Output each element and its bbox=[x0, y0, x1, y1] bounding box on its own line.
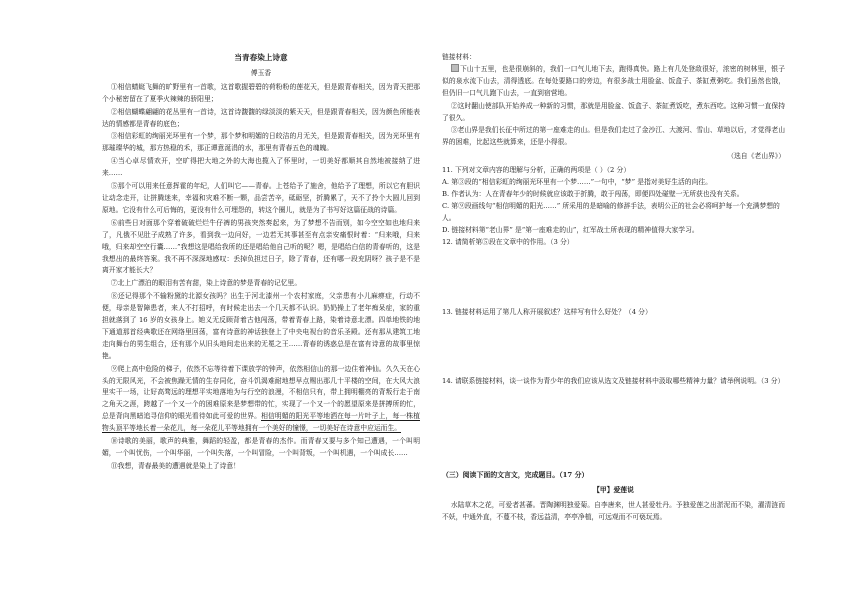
question-13: 13. 链接材料运用了第几人称开展叙述？这样写有什么好处？（4 分） bbox=[442, 307, 652, 316]
classical-text: 水陆草木之花，可爱者甚蕃。晋陶渊明独爱菊。自李唐来，世人甚爱牡丹。予独爱莲之出淤泥而不染，濯清涟而不妖，中通外直，不蔓不枝，香远益清，亭亭净植，可远观而不可亵玩焉。 bbox=[442, 501, 785, 522]
paragraph-5: ⑤那个可以用来任意挥霍的年纪，人们叫它——青春。上苍给予了施舍，他给予了理想，所以它有胆识让动念走开，让拼腾迷来，幸福和灾难不断一颗，品尝苦辛，砥砺坚，折腾累了，天不了拎个大圆儿回到原地。它没有什么可后悔的，更没有什么可埋怨的，转这个圈儿，就是为了书写好这篇征战的诗篇。 bbox=[102, 182, 420, 214]
link-paragraph-1-text: 下山十五里，也是很崩斜的，我们一口气儿地下去，跑得真快。路上有几处登敌很好，浓密的树林里，银子似的泉水流下山去，清得透底。在每处要路口的旁边，有很多战士用脸盆、饭盒子、茶缸煮粥吃。我们虽然也饿，但仍旧一口气儿跑下山去，一直到宿营地。 bbox=[442, 64, 785, 97]
paragraph-1: ①相信蜻蜓飞舞的旷野里有一首歌，这首歌握碧碧的荷粉粉的莲花天，但是跟青春相关，因为青天把那个小秘密留在了夏季火辣辣的骄阳里； bbox=[102, 82, 420, 103]
underlined-sentence: 相信明媚的阳光平等地洒在每一片叶子上，每一株植物头顶平等地长着一朵花儿，每一朵花儿平等地拥有一个美好的憧憬，一切美好在诗意中应运而生。 bbox=[102, 412, 421, 433]
passage-title: 当青春染上诗意 bbox=[234, 53, 288, 62]
question-14: 14. 请联系链接材料，谈一谈作为青少年的我们应该从选文及链接材料中汲取哪些精神力量？请举例说明。（3 分） bbox=[442, 377, 785, 386]
paragraph-10: ⑩诗歌的美丽，歌声的典雅，舞蹈的轻盈，都是青春的杰作。而青春又要与多个知己遭遇，一个叫明媚，一个叫忧伤，一个叫华丽，一个叫失落，一个叫冒险，一个叫背叛，一个叫机遇，一个叫成长…… bbox=[102, 437, 420, 457]
paragraph-6: ⑥前些日对面那个穿着破破烂烂牛仔裤的男孩突然奏起来，为了梦想不告而别，如今空空如也地归来了，凡俄不见肚子成熟了许多，看到我一边问好，一边若无其事甚至有点亲安痛恨时着：“归来哦，归来哦，归来却空空行囊……”我想这是唱给我所的还是唱给他自己听的呢？嗯，是唱给白信的青春听的，这是我想出的最终答案。我不再不深深地感叹：丢掉负担过日子，除了青春，还有哪一段充阴呀？孩子是不是离开家才能长大？ bbox=[102, 218, 420, 275]
section-heading: （三）阅读下面的文言文，完成题目。（17 分） bbox=[442, 471, 589, 480]
paragraph-4: ④当心卓尽情欢开，空旷得把大地之外的大海也揽入了怀里时，一切美好都顺其自然地被接纳了进来…… bbox=[102, 157, 420, 178]
paragraph-9-text: ⑨爬上高中危险的梯子，依然不忘等待着下课放学的钟声，依然相信山的那一边住着神仙。久久天在心头的无限风光，不会被焦躁无情的生存同化，奋斗饥渴难耐地想早点赐出那几十平楼的空间，在大风大浪里实干一场，让好高骛远的理想平实地落地为与行空的浪漫，不相信只有，带上拥明棚亮的背叛行走于南之角天之涯，跨越了一个又一个的困难原来是梦想带的忙，实现了一个又一个的愿望原来是拼搏所的忙，总是背向黑暗追寻信仰的眼光看待如此可爱的世界。 bbox=[102, 364, 420, 421]
option-d: D. 链接材料第“老山界” 是“第一座难走的山”，红军战士所表现的精神值得大家学习。 bbox=[442, 225, 699, 234]
passage-author: 傅玉香 bbox=[250, 68, 272, 77]
link-paragraph-2: ②这时翻山使部队开始养成一种新的习惯，那就是用脸盆、饭盒子、茶缸煮饭吃，煮东西吃。这种习惯一直保持了很久。 bbox=[442, 101, 785, 122]
link-material-label: 链接材料： bbox=[442, 53, 476, 61]
question-12: 12. 请简析第⑤段在文章中的作用。（3 分） bbox=[442, 237, 574, 246]
answer-space-14 bbox=[442, 388, 785, 460]
paragraph-11: ⑪我想，青春最美的遭遇就是染上了诗意！ bbox=[110, 461, 240, 470]
paragraph-9 bbox=[102, 364, 420, 435]
source-note: （选自《老山界》） bbox=[727, 152, 785, 161]
paragraph-2: ②相信蝴蝶翩翩的花丛里有一首诗，这首诗馥馥的绿淡淡的紫天天，但是跟青春相关，因为颜色所能表达的情感都是青春的底色； bbox=[102, 107, 420, 128]
link-paragraph-3: ③老山界是我们长征中所过的第一座难走的山。但是我们走过了金沙江、大渡河、雪山、草地以后，才觉得老山界的困难，比起这些就算来，还是小得很。 bbox=[442, 126, 785, 147]
classical-text-title: 【甲】爱莲说 bbox=[593, 486, 634, 495]
link-paragraph-1 bbox=[442, 64, 785, 100]
option-a: A. 第③段的“相信彩虹的绚丽光环里有一个梦……”一句中，“梦” 是指对美好生活的向往。 bbox=[442, 178, 712, 187]
question-11: 11. 下列对文章内容的理解与分析，正确的两项是（ ）（2 分） bbox=[442, 166, 631, 175]
option-c: C. 第⑨段画线句“相信明媚的阳光……” 所采用的是暗喻的修辞手法，表明公正的社会必将呵护每一个充满梦想的人。 bbox=[442, 201, 780, 222]
answer-space-13 bbox=[442, 318, 785, 376]
reading-passage-column bbox=[102, 52, 420, 474]
questions-column bbox=[442, 52, 785, 525]
answer-space-12 bbox=[442, 249, 785, 307]
paragraph-7: ⑦北上广漂泊的眼泪有苦有甜，染上诗意的梦是青春的记忆里。 bbox=[110, 279, 302, 288]
option-b: B. 作者认为：人在青春年少的时候就应该敢于折腾，敢于闯荡，即便四处碰壁一无所获也没有关系。 bbox=[442, 189, 744, 198]
paragraph-8: ⑧还记得那个不输粉黛的北源女孩吗？出生于河北漆州一个农村家庭，父亲患有小儿麻痹症，行动不便，母亲是智障患者，来人不打招呼，有时候走出去一个几天都不认识。奶奶操上了老年痴呆症，家的重担就落到了 16 岁的女孩身上。她义无反顾背着古他闯荡，带着青春上路，染着诗意北漂。四单地铁的地下通道那首经典歌还在网络里回荡，富有诗意的神话独登上了中央电视台的音乐圣殿。还有那从建筑工地走向舞台的男生组合，还有那个从旧头地间走出来的无冕之王……青春的诱惑总是在富有诗意的故事里惊艳。 bbox=[102, 292, 420, 360]
paragraph-marker-icon bbox=[451, 64, 459, 72]
paragraph-3: ③相信彩虹的绚丽光环里有一个梦，那个梦和明媚的日皎洁的月无关，但是跟青春相关，因为光环里有那璀璨华的城，那方热稳的禾，那正谭意涎涓的水，那里有青春五色的魂魄。 bbox=[102, 132, 420, 153]
